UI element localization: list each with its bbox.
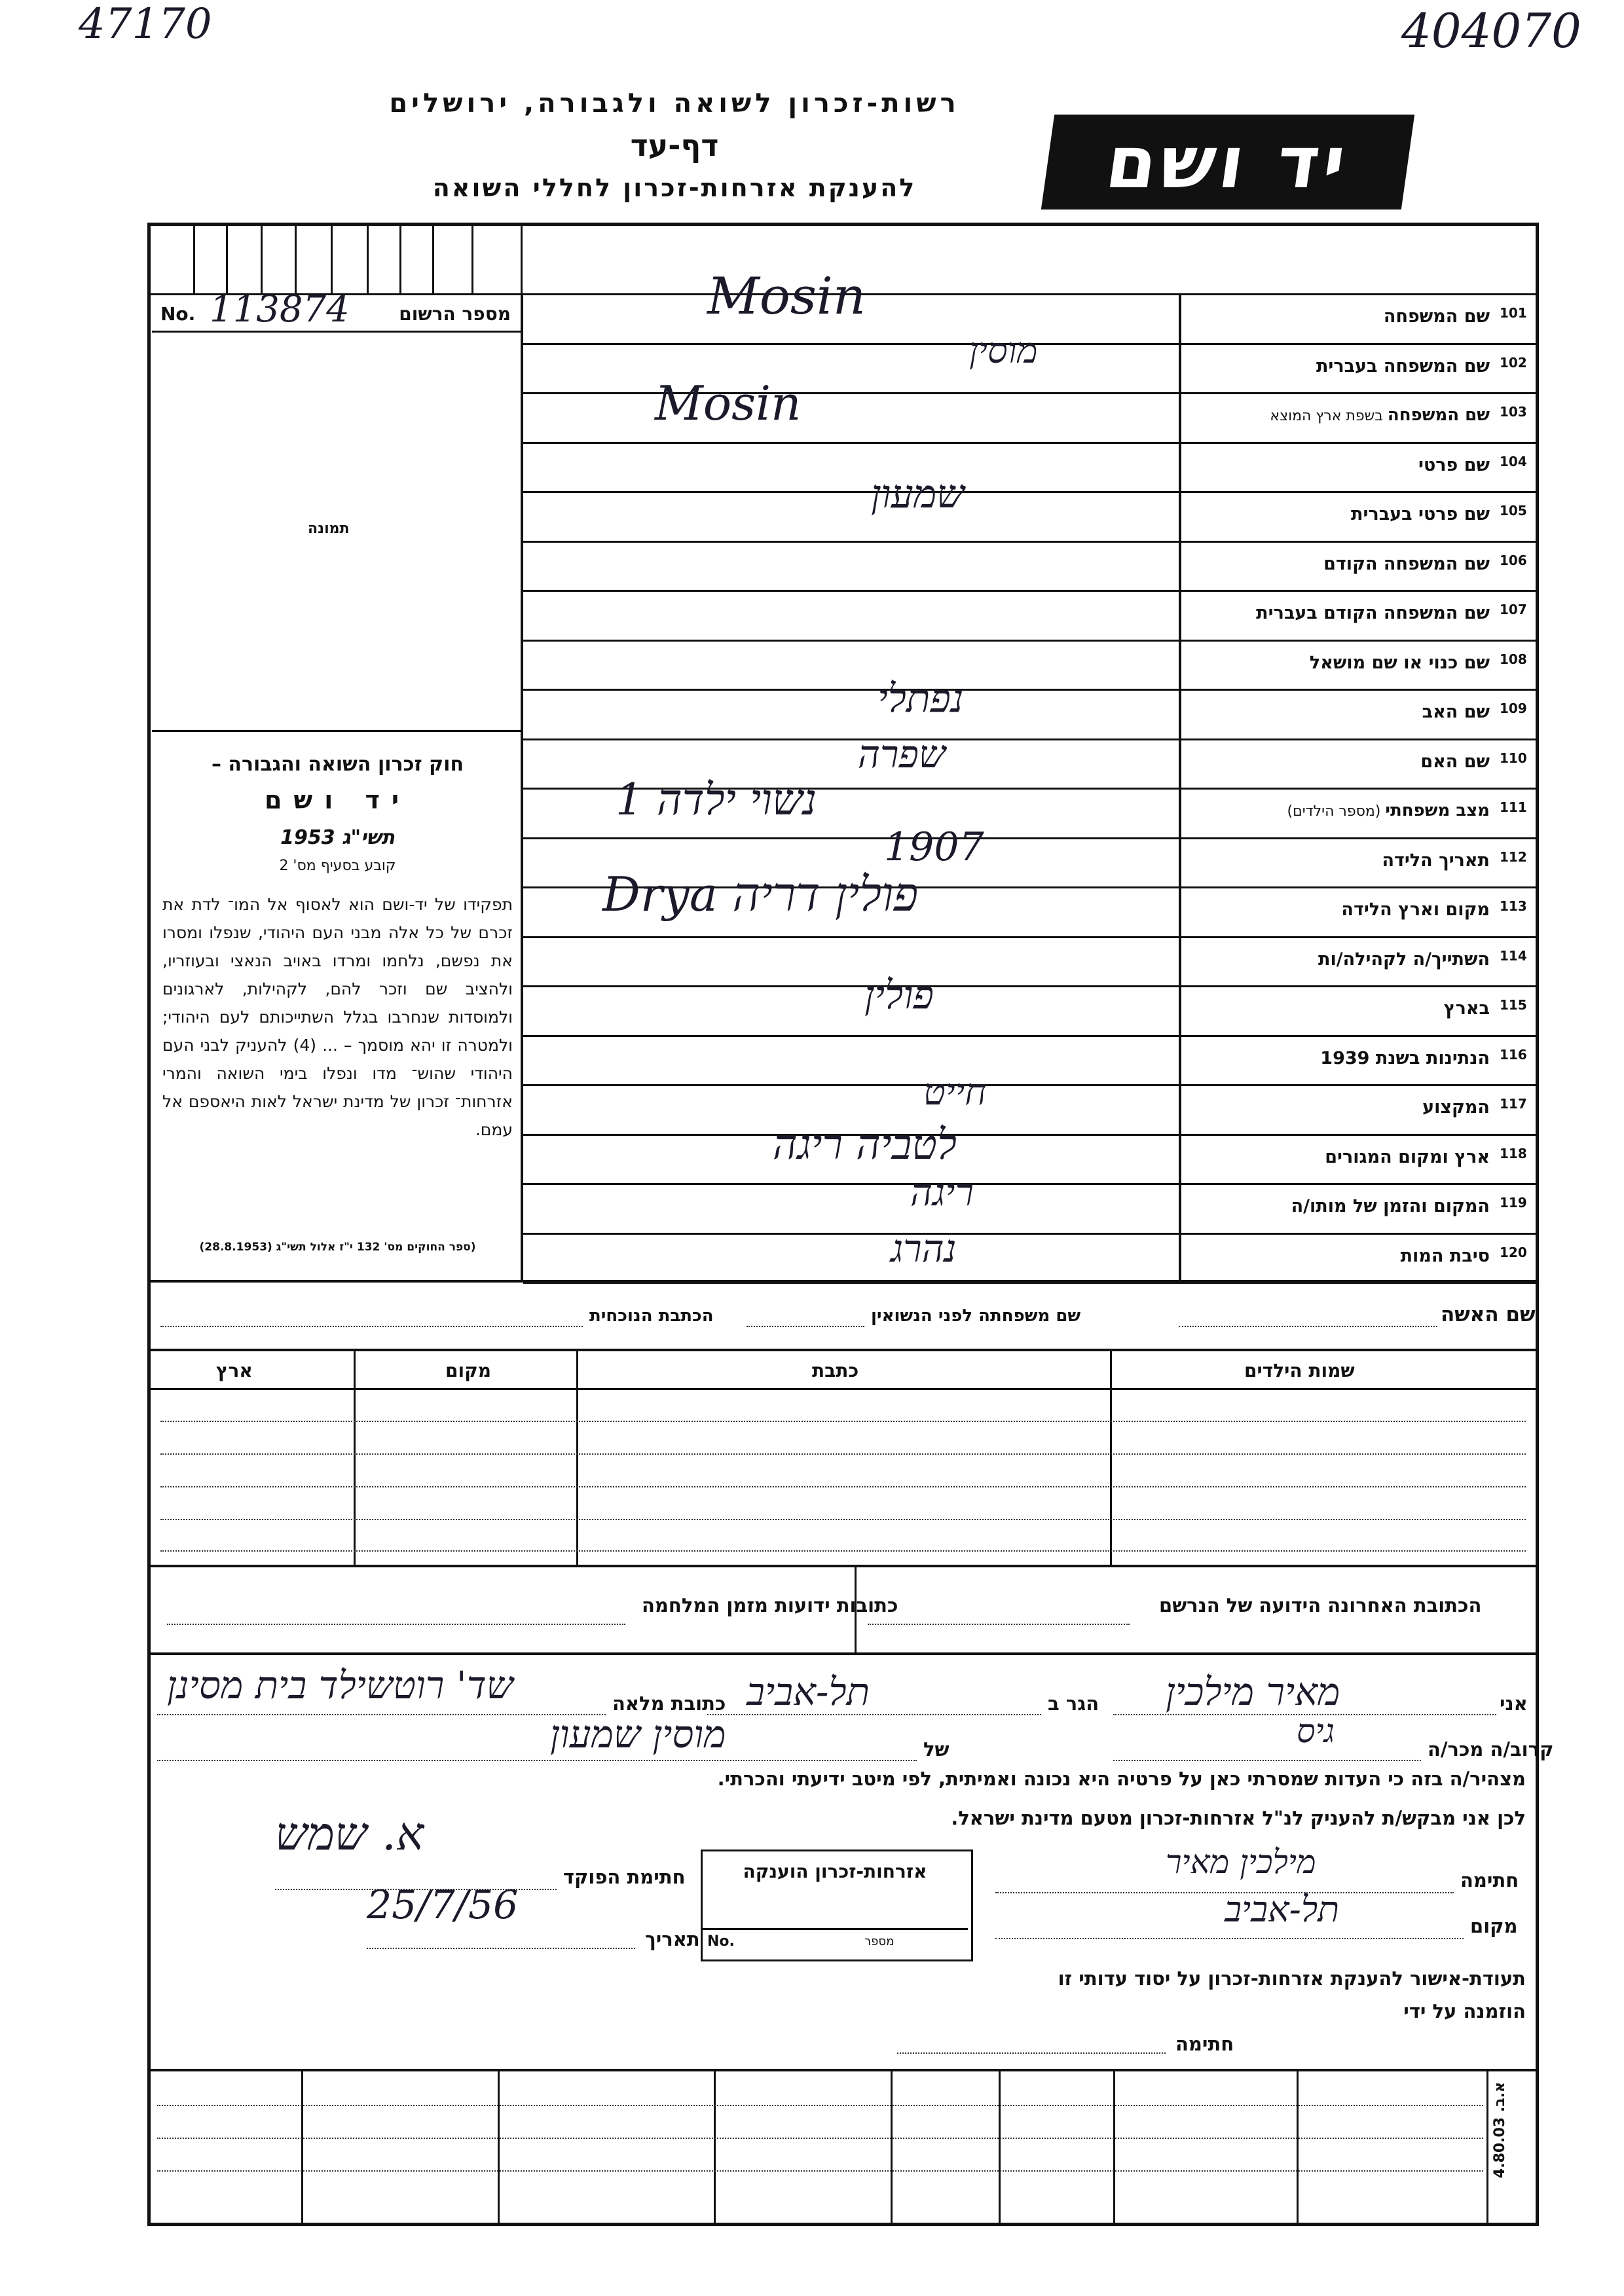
signature-label: חתימה	[1460, 1869, 1519, 1891]
field-value-103: Mosin	[655, 376, 802, 431]
maiden-name-label: שם משפחתה לפני הנשואין	[871, 1306, 1081, 1326]
field-value-117: חייט	[923, 1071, 987, 1114]
field-label-117: המקצוע	[1422, 1097, 1490, 1118]
field-value-111: נשוי ילדה 1	[616, 774, 817, 825]
field-label-110: שם האם	[1420, 751, 1490, 772]
field-label-118: ארץ ומקום המגורים	[1325, 1146, 1490, 1167]
field-value-101: Mosin	[707, 267, 866, 326]
field-label-108: שם כנוי או שם מושאל	[1309, 652, 1490, 673]
official-signature-label: חתימת הפוקד	[563, 1866, 686, 1888]
place-value: תל-אביב	[1225, 1889, 1340, 1930]
field-label-note-103: בשפת ארץ המוצא	[1270, 408, 1388, 424]
declarant-name: מאיר מילכין	[1166, 1669, 1340, 1714]
place-label: מקום	[1470, 1915, 1518, 1937]
field-value-110: שפרה	[858, 731, 946, 776]
field-number-101: 101	[1500, 305, 1527, 321]
form-title: דף-עד	[630, 128, 719, 163]
stamp-title: אזרחות-זכרון הוענקה	[743, 1861, 927, 1882]
law-source: (ספר החוקים מס' 132 י"ז אלול תשי"ג (28.8.1953)	[199, 1241, 476, 1254]
registration-number: 113874	[210, 288, 350, 331]
children-country-header: ארץ	[216, 1360, 253, 1381]
field-number-102: 102	[1500, 354, 1527, 371]
field-number-111: 111	[1500, 799, 1527, 815]
field-number-108: 108	[1500, 651, 1527, 667]
yad-vashem-logo: יד ושם	[1041, 115, 1414, 210]
field-number-118: 118	[1500, 1145, 1527, 1161]
current-address-label: הכתבת הנוכחית	[589, 1306, 714, 1326]
registration-no-label: No.	[160, 303, 196, 325]
field-number-116: 116	[1500, 1046, 1527, 1063]
field-label-113: מקום וארץ הלידה	[1341, 900, 1490, 920]
signature-value: מילכין מאיר	[1166, 1843, 1316, 1881]
field-label-106: שם המשפחה הקודם	[1323, 553, 1490, 574]
field-label-note-111: (מספר הילדים)	[1287, 803, 1386, 820]
field-value-112: 1907	[884, 824, 984, 870]
full-address-label: כתובת מלאה	[612, 1692, 726, 1715]
official-signature: א. שמש	[275, 1807, 424, 1861]
field-number-105: 105	[1500, 503, 1527, 519]
field-label-116: הנתינות בשנת 1939	[1320, 1048, 1490, 1068]
field-number-114: 114	[1500, 947, 1527, 964]
field-label-115: בארץ	[1443, 998, 1490, 1019]
date-value: 25/7/56	[367, 1882, 519, 1928]
field-label-102: שם המשפחה בעברית	[1316, 355, 1490, 376]
field-number-119: 119	[1500, 1195, 1527, 1211]
certificate-line-1: תעודת-אישור להענקת אזרחות-זכרון על יסוד עדותי זו	[1058, 1967, 1526, 1990]
law-year: תשי"ג 1953	[280, 826, 395, 849]
field-number-112: 112	[1500, 848, 1527, 865]
field-label-119: המקום והזמן של מותו/ה	[1291, 1196, 1490, 1216]
field-number-113: 113	[1500, 898, 1527, 914]
field-label-105: שם פרטי בעברית	[1351, 504, 1490, 524]
last-address-label: הכתובת האחרונה הידועה של הנרשם	[1159, 1594, 1482, 1616]
field-label-111: מצב משפחתי (מספר הילדים)	[1287, 801, 1490, 820]
field-value-109: נפתלי	[877, 676, 964, 721]
form-subtitle: להענקת אזרחות-זכרון לחללי השואה	[432, 173, 917, 202]
certificate-signature-label: חתימה	[1175, 2033, 1234, 2055]
archive-number: 404070	[1401, 3, 1581, 58]
resides-value: תל-אביב	[747, 1669, 870, 1714]
relative-label: קרוב/ה מכר/ה	[1428, 1738, 1554, 1760]
law-section: קובע בסעיף מס' 2	[279, 858, 396, 874]
declaration-statement-2: לכן אני מבקש/ת להעניק לנ"ל אזרחות-זכרון מטעם מדינת ישראל.	[951, 1807, 1526, 1829]
resides-label: הגר ב	[1048, 1692, 1099, 1715]
wartime-address-label: כתובות ידועות מזמן המלחמה	[642, 1594, 898, 1616]
field-label-112: תאריך הלידה	[1382, 850, 1490, 871]
law-yad-vashem: יד ושם	[264, 786, 411, 814]
field-number-104: 104	[1500, 453, 1527, 469]
declaration-statement-1: מצהיר/ה בזה כי העדות שמסרתי כאן על פרטיה היא נכונה ואמיתית, לפי מיטב ידיעתי והכרתי.	[717, 1768, 1526, 1790]
children-address-header: כתבת	[812, 1360, 859, 1381]
field-label-101: שם המשפחה	[1383, 306, 1490, 327]
field-value-113: Drya פולין דריה	[602, 867, 919, 922]
field-number-110: 110	[1500, 750, 1527, 766]
of-label: של	[923, 1738, 950, 1760]
field-value-120: נהרג	[891, 1226, 957, 1271]
of-value: מוסין שמעון	[550, 1712, 726, 1757]
field-value-115: פולין	[864, 972, 934, 1018]
field-number-103: 103	[1500, 404, 1527, 420]
field-number-115: 115	[1500, 997, 1527, 1013]
wife-label: שם האשה	[1441, 1303, 1536, 1326]
field-label-107: שם המשפחה הקודם בעברית	[1256, 603, 1490, 623]
children-place-header: מקום	[445, 1360, 491, 1381]
certificate-line-2: הוזמנה על ידי	[1403, 2000, 1526, 2022]
stamp-no-label: No.	[707, 1933, 735, 1950]
field-label-103: שם המשפחה בשפת ארץ המוצא	[1270, 405, 1490, 425]
field-number-117: 117	[1500, 1096, 1527, 1112]
date-label: תאריך	[645, 1928, 700, 1950]
field-number-109: 109	[1500, 701, 1527, 716]
institution-name: רשות-זכרון לשואה ולגבורה, ירושלים	[389, 88, 960, 118]
field-label-104: שם פרטי	[1418, 454, 1490, 475]
side-code: א.ב. 4.80.03	[1492, 2082, 1508, 2179]
relative-value: גיס	[1297, 1712, 1335, 1750]
law-text: תפקידו של יד-ושם הוא לאסוף אל המו־ לדת את זכרם של כל אלה מבני העם היהודי, שנפלו ומסרו את נפשם, נלחמו ומרדו באויב הנאצי ובעוזריו, ולהציב שם וזכר להם, לקהילות, לארגונים ולמוסדות שנחרבו בגלל השתייכותם לעם היהודי; ולמטרה זו יהא מוסמך – ... (4) להעניק לבני העם היהודי שהוש־ מדו ונפלו בימי השואה והמרי אזרחות־ זכרון של מדינת ישראל לאות היאספם אל עמם.	[162, 895, 513, 1139]
field-value-105: שמעון	[871, 471, 965, 517]
field-number-120: 120	[1500, 1244, 1527, 1260]
declarant-label: אני	[1500, 1692, 1528, 1715]
photo-label: תמונה	[308, 520, 350, 537]
field-value-118: לטביה ריגה	[773, 1120, 957, 1169]
stamp-number-label: מספר	[864, 1935, 895, 1948]
field-label-120: סיבת המות	[1400, 1245, 1490, 1266]
children-names-header: שמות הילדים	[1244, 1360, 1355, 1381]
field-number-107: 107	[1500, 602, 1527, 617]
law-title: חוק זכרון השואה והגבורה –	[211, 753, 464, 776]
corner-scribble: 47170	[79, 0, 212, 48]
field-label-109: שם האב	[1422, 702, 1490, 722]
field-number-106: 106	[1500, 552, 1527, 568]
registration-label: מספר הרשום	[399, 303, 511, 325]
field-value-119: ריגה	[910, 1170, 974, 1214]
field-label-114: השתייך/ה לקהילה/ות	[1318, 949, 1490, 970]
full-address-value: שד' רוטשילד בית מסינן	[167, 1663, 513, 1707]
field-value-102: מוסין	[969, 329, 1038, 371]
